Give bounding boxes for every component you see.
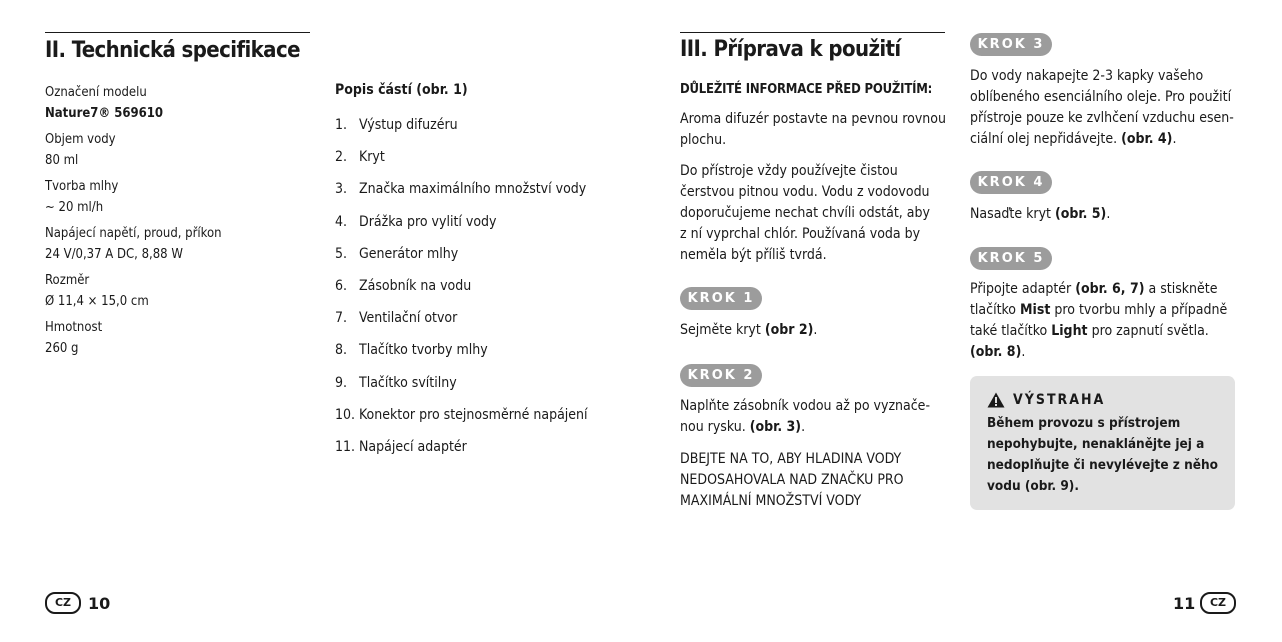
spec-value: 260 g <box>45 341 79 356</box>
item-text: Kryt <box>359 149 385 166</box>
step-2-text <box>680 396 938 438</box>
spec-label: Rozměr <box>45 273 90 288</box>
item-text: Generátor mlhy <box>359 245 459 262</box>
spec-title-rule <box>45 32 310 33</box>
parts-list-item <box>335 146 588 178</box>
spec-value: Nature7® 569610 <box>45 106 164 121</box>
spec-weight <box>45 317 305 359</box>
paragraph-water: Do přístroje vždy používejte čistou čerstvou pitnou vodu. Vodu z vodovodu doporučujeme nechat chvíli odstát, aby z ní vyprchal chlór. Používaná voda by neměla být příliš tvrdá. <box>680 163 930 263</box>
step-3-text <box>970 66 1238 150</box>
item-text: Zásobník na vodu <box>359 277 472 294</box>
spec-dimensions <box>45 270 305 312</box>
spec-label: Napájecí napětí, proud, příkon <box>45 226 222 241</box>
item-number: 7. <box>335 310 348 327</box>
figure-ref: (obr. 8) <box>970 344 1022 360</box>
step-text: Nasaďte kryt <box>970 206 1051 222</box>
step-1-pill: KROK 1 <box>680 287 762 310</box>
step-text: Naplňte zásobník vodou až po vyznače-nou rysku. <box>680 398 930 435</box>
parts-list-item <box>335 114 588 146</box>
page-number-right: 11 <box>1173 594 1196 613</box>
item-text: Výstup difuzéru <box>359 117 458 133</box>
parts-list-item <box>335 404 588 436</box>
figure-ref: (obr. 4) <box>1121 131 1173 147</box>
item-text: Ventilační otvor <box>359 310 458 327</box>
step-5-pill: KROK 5 <box>970 247 1052 270</box>
spec-label: Objem vody <box>45 132 116 147</box>
period: . <box>1172 131 1177 147</box>
parts-list-item <box>335 211 588 243</box>
step-4-text <box>970 204 1235 225</box>
item-number: 3. <box>335 181 348 198</box>
warning-icon <box>987 392 1005 408</box>
step-5-text <box>970 279 1232 363</box>
parts-list <box>335 114 588 468</box>
step-text: a stiskněte tlačítko <box>970 281 1218 318</box>
prep-title-rule <box>680 32 945 33</box>
step-3-pill: KROK 3 <box>970 33 1052 56</box>
item-number: 11. <box>335 438 356 455</box>
item-number: 4. <box>335 213 348 230</box>
step-text: pro zapnutí světla. <box>1091 323 1209 339</box>
parts-list-item <box>335 339 588 371</box>
step-4-pill: KROK 4 <box>970 171 1052 194</box>
item-text: Značka maximálního množství vody <box>359 181 587 198</box>
item-number: 2. <box>335 149 348 166</box>
spec-label: Hmotnost <box>45 320 103 335</box>
spec-power <box>45 223 305 265</box>
item-text: Napájecí adaptér <box>359 438 467 455</box>
spec-title: II. Technická specifikace <box>45 38 300 63</box>
item-number: 10. <box>335 406 356 423</box>
prep-title: III. Příprava k použití <box>680 37 901 62</box>
item-number: 6. <box>335 277 348 294</box>
parts-list-item <box>335 275 588 307</box>
spec-value: 80 ml <box>45 153 79 168</box>
item-text: Drážka pro vylití vody <box>359 213 497 230</box>
warning-title-text: VÝSTRAHA <box>1013 392 1106 408</box>
figure-ref: (obr. 3) <box>749 419 802 435</box>
paragraph-surface: Aroma difuzér postavte na pevnou rovnou plochu. <box>680 111 946 148</box>
parts-list-item <box>335 178 588 210</box>
spec-label: Označení modelu <box>45 85 147 100</box>
warning-text: Během provozu s přístrojem nepohybujte, nenaklánějte jej a nedoplňujte či nevylévejte z něho vodu (obr. 9). <box>987 415 1218 494</box>
spec-label: Tvorba mlhy <box>45 179 119 194</box>
spec-value: Ø 11,4 × 15,0 cm <box>45 294 149 309</box>
spec-mist-output <box>45 176 305 218</box>
step-text: Sejměte kryt <box>680 322 761 338</box>
step-text: Připojte adaptér <box>970 281 1072 297</box>
step-2-pill: KROK 2 <box>680 364 762 387</box>
caps-note: DBEJTE NA TO, ABY HLADINA VODY NEDOSAHOVALA NAD ZNAČKU PRO MAXIMÁLNÍ MNOŽSTVÍ VODY <box>680 451 904 509</box>
period: . <box>813 322 818 338</box>
period: . <box>1106 206 1111 222</box>
spec-value: ~ 20 ml/h <box>45 200 104 215</box>
step-1-text <box>680 320 945 341</box>
step-text: Do vody nakapejte 2-3 kapky vašeho oblíbeného esenciálního oleje. Pro použití přístroje pouze ke zvlhčení vzduchu esen-ciální olej nepřidávejte. <box>970 68 1234 147</box>
parts-list-item <box>335 436 588 468</box>
item-number: 8. <box>335 342 348 359</box>
figure-ref: (obr. 5) <box>1054 206 1107 222</box>
parts-list-item <box>335 307 588 339</box>
item-number: 5. <box>335 245 348 262</box>
light-button-name: Light <box>1051 323 1088 339</box>
figure-ref: (obr 2) <box>764 322 814 338</box>
parts-title: Popis částí (obr. 1) <box>335 82 468 98</box>
language-badge-right: CZ <box>1200 592 1236 614</box>
item-text: Tlačítko tvorby mlhy <box>359 342 488 359</box>
important-heading: DŮLEŽITÉ INFORMACE PŘED POUŽITÍM: <box>680 82 933 97</box>
spec-value: 24 V/0,37 A DC, 8,88 W <box>45 247 183 262</box>
mist-button-name: Mist <box>1020 302 1051 318</box>
parts-list-item <box>335 243 588 275</box>
item-number: 1. <box>335 117 348 133</box>
item-text: Tlačítko svítilny <box>359 374 457 391</box>
item-text: Konektor pro stejnosměrné napájení <box>359 406 588 423</box>
period: . <box>1021 344 1026 360</box>
spec-water-volume <box>45 129 305 171</box>
period: . <box>801 419 806 435</box>
item-number: 9. <box>335 374 348 391</box>
language-badge-left: CZ <box>45 592 81 614</box>
figure-ref: (obr. 6, 7) <box>1075 281 1145 297</box>
warning-title <box>987 392 1105 408</box>
warning-box <box>970 376 1235 510</box>
page-number-left: 10 <box>88 594 111 613</box>
spec-model <box>45 82 305 124</box>
step-text: pro tvorbu mhly a případně také tlačítko <box>970 302 1228 339</box>
parts-list-item <box>335 372 588 404</box>
